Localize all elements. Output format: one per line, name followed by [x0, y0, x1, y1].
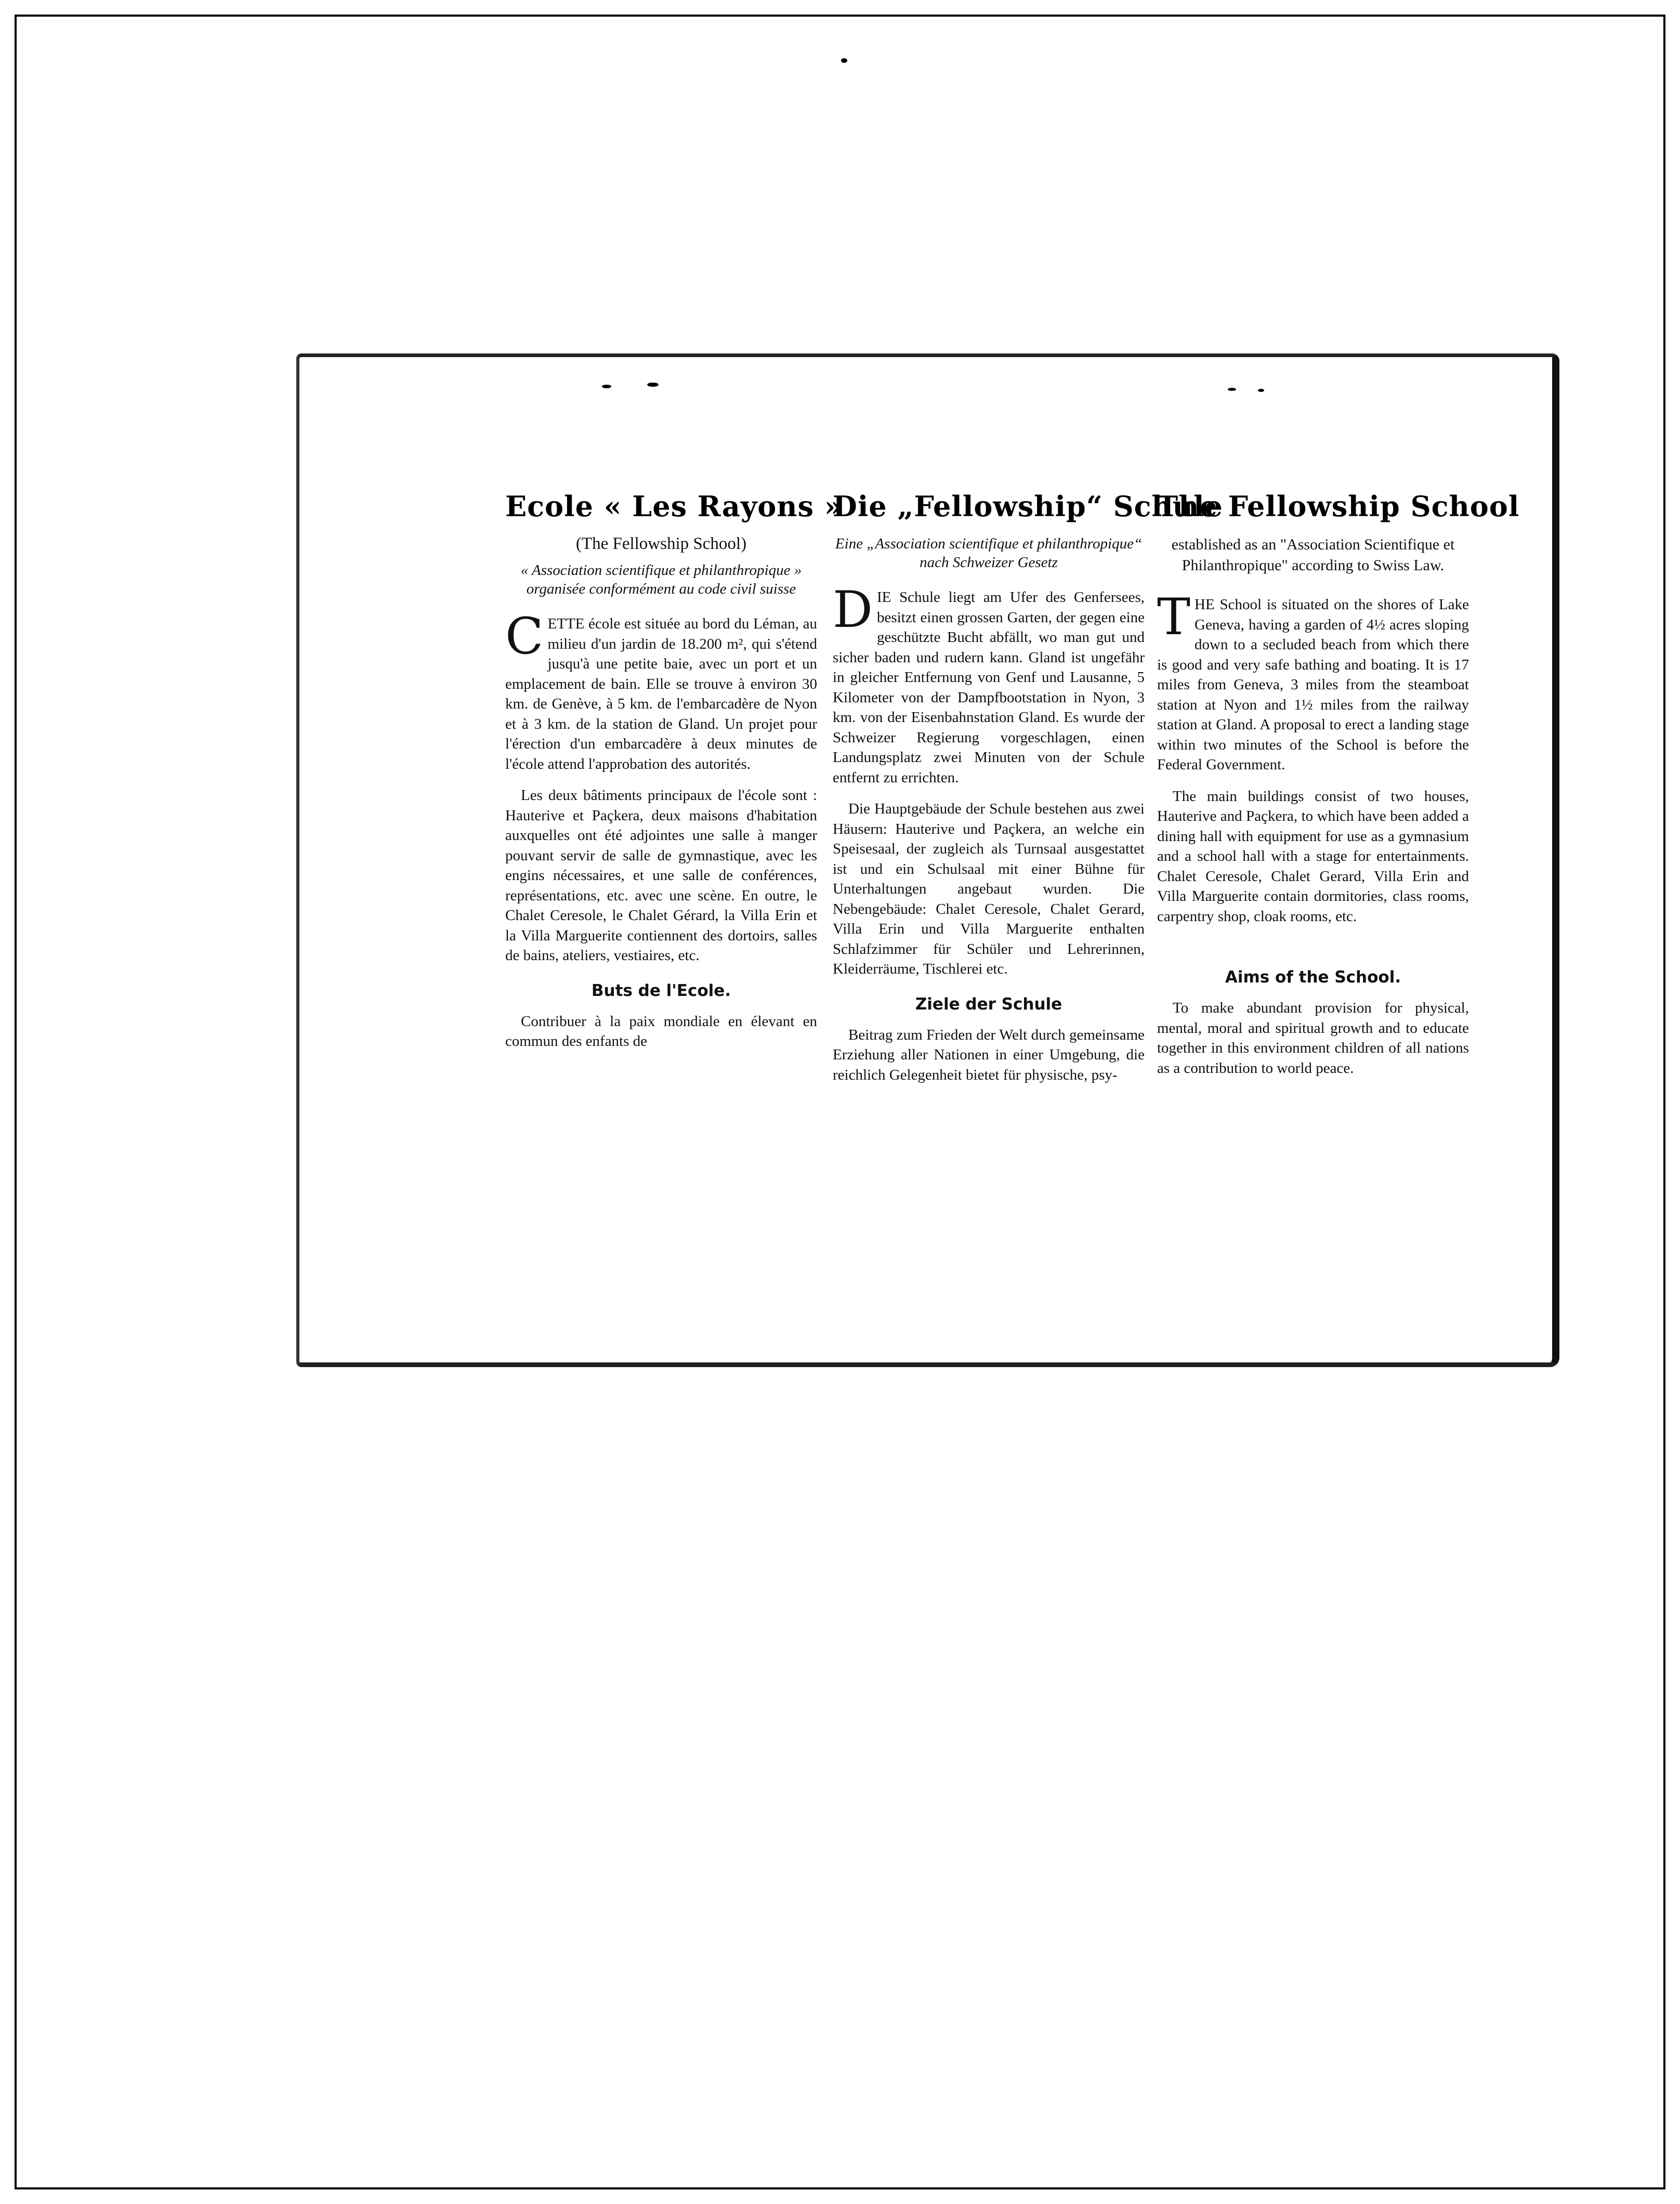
french-paragraph-1	[505, 607, 817, 774]
english-paragraph-2: The main buildings consist of two houses, Hauterive and Paçkera, to which have been added a dining hall with equipment for use as a gymnasium and a school hall with a stage for entertainments. Chalet Ceresole, Chalet Gerard, Villa Erin and Villa Marguerite contain dormitories, class rooms, carpentry shop, cloak rooms, etc.	[1157, 788, 1469, 925]
english-paragraph-1-text: HE School is situated on the shores of Lake Geneva, having a garden of 4½ acres sloping down to a secluded beach from which there is good and very safe bathing and boating. It is 17 miles from Geneva, 3 miles from the steamboat station at Nyon and 1½ miles from the railway station at Gland. A proposal to erect a landing stage within two minutes of the School is before the Federal Government.	[1157, 596, 1469, 773]
german-paragraph-1-text: IE Schule liegt am Ufer des Genfersees, besitzt einen grossen Garten, der gegen eine geschützte Bucht abfällt, wo man gut und sicher baden und rudern kann. Gland ist ungefähr in gleicher Entfernung von Genf und Lausanne, 5 Kilometer von der Dampfbootstation in Nyon, 3 km. von der Eisenbahnstation Gland. Es wurde der Schweizer Regierung vorgeschlagen, einen Landungsplatz zwei Minuten von der Schule entfernt zu errichten.	[833, 589, 1145, 786]
german-column	[833, 490, 1223, 1096]
page-border-top	[15, 15, 1665, 17]
german-section-heading: Ziele der Schule	[915, 994, 1062, 1014]
german-title: Die „Fellowship“ Schule	[833, 490, 1223, 523]
french-subtitle: (The Fellowship School)	[575, 534, 747, 553]
french-paragraph-3: Contribuer à la paix mondiale en élevant en commun des enfants de	[505, 1013, 817, 1049]
french-association-note: « Association scientifique et philanthropique » organisée conformément au code civil suisse	[520, 562, 802, 597]
german-dropcap: D	[833, 581, 873, 639]
french-dropcap: C	[505, 607, 544, 665]
speck	[841, 58, 847, 63]
english-column	[1157, 490, 1520, 1090]
english-paragraph-3: To make abundant provision for physical, mental, moral and spiritual growth and to educate together in this environment children of all nations as a contribution to world peace.	[1157, 1000, 1469, 1077]
french-paragraph-1-text: ETTE école est située au bord du Léman, au milieu d'un jardin de 18.200 m², qui s'étend jusqu'à une petite baie, avec un port et un emplacement de bain. Elle se trouve à environ 30 km. de Genève, à 5 km. de l'embarcadère de Nyon et à 3 km. de la station de Gland. Un projet pour l'érection d'un embarcadère à deux minutes de l'école attend l'approbation des autorités.	[505, 615, 817, 772]
english-title: The Fellowship School	[1157, 490, 1520, 523]
page-border-left	[15, 15, 17, 2189]
german-paragraph-2: Die Hauptgebäude der Schule bestehen aus zwei Häusern: Hauterive und Paçkera, an welche ein Speisesaal, der zugleich als Turnsaal ausgestattet ist und ein Schulsaal mit einer Bühne für Unterhaltungen angebaut wurden. Die Nebengebäude: Chalet Ceresole, Chalet Gerard, Villa Erin und Villa Marguerite enthalten Schlafzimmer für Schüler und Lehrerinnen, Kleiderräume, Tischlerei etc.	[833, 801, 1145, 977]
french-paragraph-2: Les deux bâtiments principaux de l'école sont : Hauterive et Paçkera, deux maisons d'habitation auxquelles ont été adjointes une salle à manger pouvant servir de salle de gymnastique, avec les engins nécessaires, et une salle de conférences, représentations, etc. avec une scène. En outre, le Chalet Ceresole, le Chalet Gérard, la Villa Erin et la Villa Marguerite contiennent des dortoirs, salles de bains, ateliers, vestiaires, etc.	[505, 787, 817, 964]
english-dropcap: T	[1157, 588, 1191, 646]
english-paragraph-1	[1157, 588, 1469, 775]
english-association-note: established as an "Association Scientifique et Philanthropique" according to Swiss Law.	[1171, 536, 1455, 574]
german-paragraph-3: Beitrag zum Frieden der Welt durch gemeinsame Erziehung aller Nationen in einer Umgebung, die reichlich Gelegenheit bietet für physische, psy-	[833, 1026, 1145, 1083]
page-border-right	[1663, 15, 1665, 2189]
page-border-bottom	[15, 2187, 1665, 2189]
french-column	[505, 490, 843, 1063]
english-section-heading: Aims of the School.	[1225, 968, 1401, 987]
german-association-note: Eine „Association scientifique et philanthropique“ nach Schweizer Gesetz	[835, 535, 1143, 571]
german-paragraph-1	[833, 581, 1145, 788]
french-title: Ecole « Les Rayons »	[505, 490, 843, 523]
french-section-heading: Buts de l'Ecole.	[591, 981, 731, 1000]
